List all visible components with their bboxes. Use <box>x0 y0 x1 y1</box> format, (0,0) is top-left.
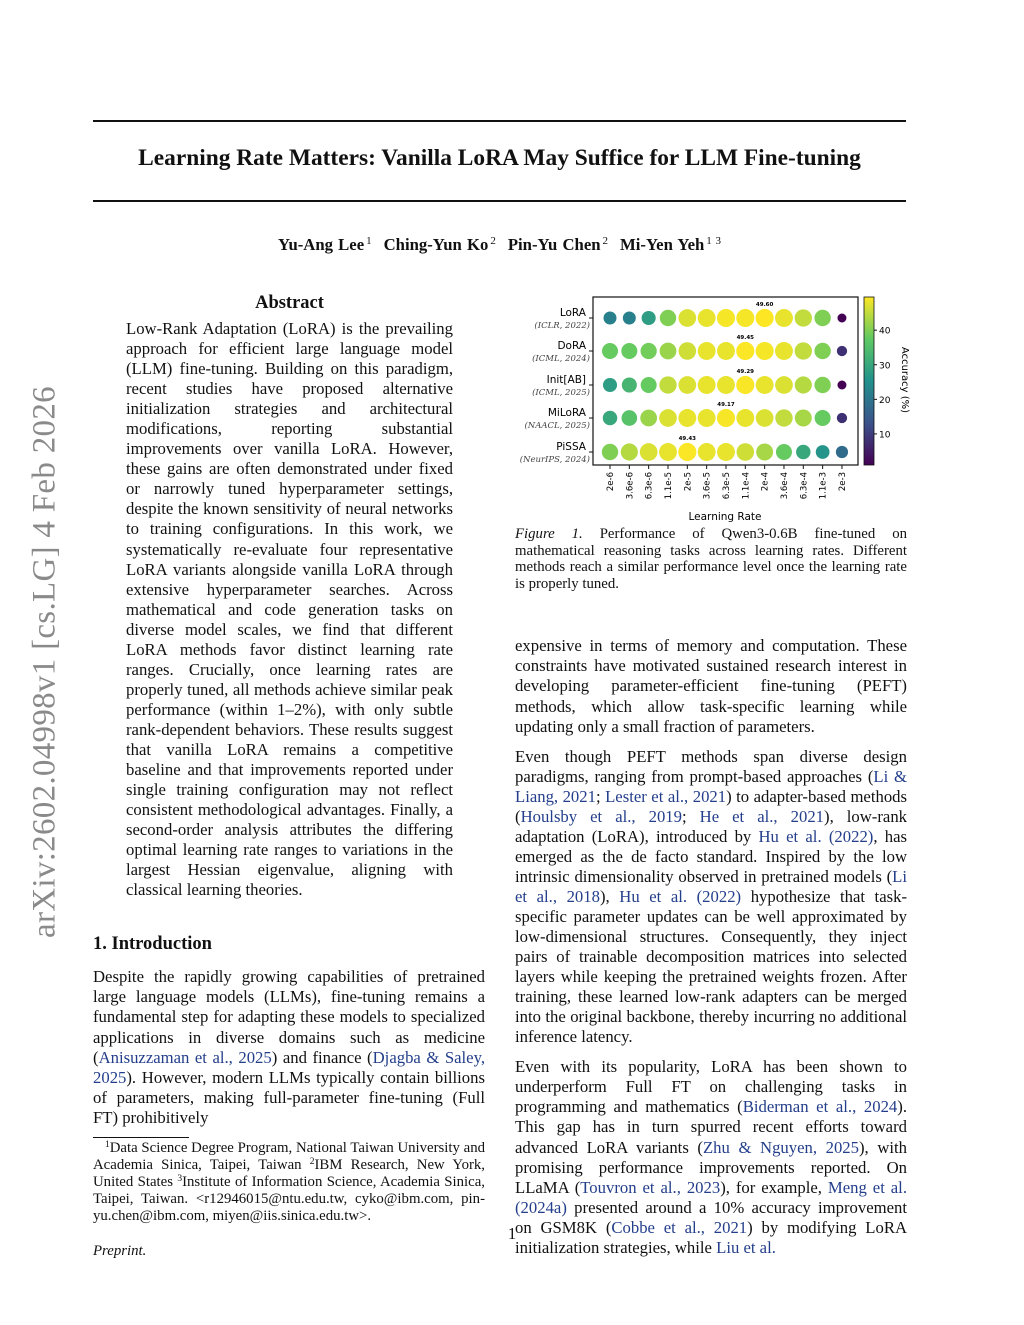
method-label: MiLoRA <box>547 407 586 419</box>
x-tick-label: 6.3e-5 <box>721 472 732 500</box>
footnote-mark: 2 <box>309 1156 315 1167</box>
text-run: ) to adapter-based methods ( <box>515 786 908 826</box>
colorbar-tick-label: 10 <box>879 430 891 441</box>
author <box>620 235 721 254</box>
venue-label: (NAACL, 2025) <box>524 421 590 431</box>
x-tick-label: 6.3e-6 <box>644 472 655 500</box>
data-point <box>775 342 793 360</box>
x-tick-label: 2e-6 <box>606 472 616 492</box>
data-point <box>678 443 696 461</box>
data-point <box>642 311 656 325</box>
data-point <box>795 342 812 359</box>
author-name: Yu-Ang Lee <box>277 235 365 254</box>
text-run: Even with its popularity, LoRA has been shown to underperform Full FT on challenging tasks in programming and mathematics ( <box>515 1057 907 1117</box>
data-point <box>756 444 773 461</box>
author-name: Ching-Yun Ko <box>383 235 489 254</box>
best-value-label: 49.17 <box>717 402 735 408</box>
author <box>508 235 608 254</box>
figure-caption <box>515 526 907 592</box>
data-point <box>623 312 636 325</box>
data-point <box>837 346 847 356</box>
text-run: ; <box>595 786 606 806</box>
data-point <box>795 410 812 427</box>
paragraph <box>126 319 453 900</box>
data-point <box>775 309 793 327</box>
best-value-label: 49.60 <box>755 302 774 308</box>
data-point <box>622 410 638 426</box>
affiliation-mark: 1 <box>366 235 372 247</box>
best-value-label: 49.29 <box>736 369 755 375</box>
text-run: , has emerged as the de facto standard. Inspired by the low intrinsic dimensionality observed in pretrained models ( <box>515 826 907 886</box>
text-run: ; <box>682 806 700 826</box>
data-point <box>775 409 792 426</box>
data-point <box>641 377 657 393</box>
method-label: LoRA <box>559 307 586 319</box>
text-run: Despite the rapidly growing capabilities of pretrained large language models (LLMs), fine-tuning remains a fundamental step for adapting these models to specialized applications in diverse domains such as medicine ( <box>93 967 485 1067</box>
citation-link[interactable]: Houlsby et al., 2019 <box>520 806 682 826</box>
venue-label: (NeurIPS, 2024) <box>519 455 590 465</box>
right-paragraph-1 <box>515 636 907 736</box>
paper-title: Learning Rate Matters: Vanilla LoRA May Suffice for LLM Fine-tuning <box>138 145 861 171</box>
x-tick-label: 2e-3 <box>837 472 848 492</box>
section-heading-introduction: 1. Introduction <box>93 934 212 955</box>
data-point <box>659 409 677 427</box>
data-point <box>641 343 657 359</box>
x-tick-label: 3.6e-5 <box>702 472 713 500</box>
left-column <box>93 291 485 1260</box>
data-point <box>837 381 846 390</box>
colorbar-tick-label: 30 <box>879 361 891 372</box>
page-number: 1 <box>507 1224 517 1243</box>
arxiv-identifier: arXiv:2602.04998v1 [cs.LG] 4 Feb 2026 <box>26 386 63 938</box>
affiliation-mark: 1 3 <box>706 235 722 247</box>
method-label: DoRA <box>557 340 586 352</box>
data-point <box>603 378 617 392</box>
text-run: ), for example, <box>720 1177 828 1197</box>
citation-link[interactable]: Zhu & Nguyen, 2025 <box>702 1137 859 1157</box>
data-point <box>698 376 716 394</box>
data-point <box>602 343 618 359</box>
text-run: hypothesize that task-specific parameter updates can be well approximated by low-dimensional structures. Consequently, they inject pairs of trainable decomposition matrices into selected layers while keeping the pretrained weights frozen. After training, these learned low-rank adapters can be merged into the original backbone, thereby incurring no additional inference latency. <box>515 886 908 1047</box>
text-run: Low-Rank Adaptation (LoRA) is the prevailing approach for efficient large language model (LLM) fine-tuning. Building on this paradigm, recent studies have proposed alternative initialization strategies and architectural modifications, reporting substantial improvements over vanilla LoRA. However, these gains are often demonstrated under fixed or narrowly tuned hyperparameter settings, despite the known sensitivity of neural networks to training configurations. In this work, we systematically re-evaluate four representative LoRA variants alongside vanilla LoRA through extensive hyperparameter searches. Across mathematical and code generation tasks on diverse model scales, we find that different LoRA methods favor distinct learning rate ranges. Crucially, once learning rates are properly tuned, all methods achieve similar peak performance (within 1–2%), with only subtle rank-dependent behaviors. These results suggest that vanilla LoRA remains a competitive baseline and that improvements reported under single training configuration may not reflect consistent methodological advantages. Finally, a second-order analysis attributes the differing optimal learning rate ranges to variations in the largest Hessian eigenvalue, aligning with classical learning theories. <box>126 319 453 900</box>
best-value-label: 49.43 <box>678 436 697 442</box>
author <box>384 235 496 254</box>
figure-label: Figure 1. <box>515 526 583 542</box>
venue-label: (ICLR, 2022) <box>534 321 590 331</box>
data-point <box>795 309 812 326</box>
data-point <box>756 309 774 327</box>
data-point <box>814 343 830 359</box>
data-point <box>660 343 677 360</box>
data-point <box>814 310 830 326</box>
citation-link[interactable]: Liu et al. <box>716 1237 776 1257</box>
author-list <box>93 235 906 255</box>
citation-link[interactable]: Anisuzzaman et al., 2025 <box>98 1047 272 1067</box>
x-tick-label: 1.1e-3 <box>818 472 829 500</box>
x-axis-label: Learning Rate <box>688 511 762 523</box>
data-point <box>815 410 831 426</box>
colorbar-label: Accuracy (%) <box>899 346 910 414</box>
data-point <box>717 342 735 360</box>
text-run: ). However, modern LLMs typically contain billions of parameters, making full-parameter fine-tuning (Full FT) prohibitively <box>93 1067 485 1127</box>
footnote-mark: 3 <box>177 1173 183 1184</box>
abstract-body <box>126 319 453 900</box>
footnote-text: Institute of Information Science, Academia Sinica, Taipei, Taiwan. <r12946015@ntu.edu.tw, cyko@ibm.com, pin-yu.chen@ibm.com, miyen@iis.sinica.edu.tw>. <box>93 1173 485 1224</box>
data-point <box>602 444 618 460</box>
citation-link[interactable]: Hu et al. (2022) <box>619 886 742 906</box>
affiliation-mark: 2 <box>490 235 496 247</box>
data-point <box>837 413 847 423</box>
citation-link[interactable]: Li et al., 2018 <box>515 866 907 906</box>
affiliation-mark: 2 <box>602 235 609 247</box>
data-point <box>640 443 658 461</box>
figure-caption-text: Performance of Qwen3-0.6B fine-tuned on mathematical reasoning tasks across learning rates. Different methods reach a similar performance level once the learning rate is properly tuned. <box>515 526 907 592</box>
citation-link[interactable]: Li & Liang, 2021 <box>515 766 908 806</box>
data-point <box>736 409 754 427</box>
data-point <box>603 411 617 425</box>
venue-label: (ICML, 2025) <box>532 388 590 398</box>
text-run: ), low-rank adaptation (LoRA), introduced by <box>515 806 908 846</box>
data-point <box>717 309 735 327</box>
citation-link[interactable]: Lester et al., 2021 <box>605 786 727 806</box>
affiliations-footnote <box>93 1140 485 1225</box>
footnote-text: IBM Research, New York, United States <box>93 1156 486 1190</box>
text-run: ). This gap has in turn spurred recent efforts toward advanced LoRA variants ( <box>515 1097 907 1157</box>
data-point <box>621 443 638 460</box>
paragraph <box>515 1057 907 1257</box>
data-point <box>836 446 848 458</box>
right-paragraph-3 <box>515 1057 907 1257</box>
top-rule <box>93 120 906 122</box>
footnote-text: Data Science Degree Program, National Taiwan University and Academia Sinica, Taipei, Taiwan <box>93 1139 485 1173</box>
data-point <box>640 410 657 427</box>
abstract-heading: Abstract <box>255 293 324 313</box>
colorbar-tick-label: 20 <box>879 395 891 406</box>
colorbar-tick-label: 40 <box>879 326 891 337</box>
author-name: Mi-Yen Yeh <box>620 235 705 254</box>
author <box>278 235 372 254</box>
figure-1-chart <box>505 290 915 526</box>
citation-link[interactable]: Touvron et al., 2023 <box>580 1177 721 1197</box>
data-point <box>698 409 716 427</box>
data-point <box>736 342 754 360</box>
x-tick-label: 3.6e-6 <box>625 472 636 500</box>
data-point <box>678 309 696 327</box>
x-tick-label: 3.6e-4 <box>779 472 790 500</box>
data-point <box>621 343 637 359</box>
title-rule <box>93 200 906 202</box>
data-point <box>837 314 846 323</box>
text-run: ), <box>599 886 620 906</box>
citation-link[interactable]: Cobbe et al., 2021 <box>611 1217 748 1237</box>
venue-label: (ICML, 2024) <box>532 354 590 364</box>
data-point <box>756 409 774 427</box>
data-point <box>659 443 677 461</box>
data-point <box>604 312 617 325</box>
author-name: Pin-Yu Chen <box>507 235 601 254</box>
best-value-label: 49.45 <box>736 335 755 341</box>
data-point <box>717 443 735 461</box>
text-run: expensive in terms of memory and computation. These constraints have motivated sustained research interest in developing parameter-efficient fine-tuning (PEFT) methods, which allow task-specific learning while updating only a small fraction of parameters. <box>515 636 907 736</box>
footnote-mark: 1 <box>105 1139 110 1150</box>
data-point <box>698 443 716 461</box>
data-point <box>776 444 792 460</box>
colorbar <box>864 297 874 465</box>
text-run: presented around a 10% accuracy improvement on GSM8K ( <box>515 1197 907 1237</box>
data-point <box>775 376 793 394</box>
data-point <box>678 376 696 394</box>
text-run: ) by modifying LoRA initialization strategies, while <box>515 1217 907 1257</box>
preprint-note: Preprint. <box>93 1242 147 1259</box>
data-point <box>698 309 716 327</box>
text-run: ), with promising performance improvements reported. On LLaMA ( <box>515 1137 907 1197</box>
footnote-rule <box>93 1137 189 1138</box>
x-tick-label: 2e-5 <box>683 472 694 492</box>
citation-link[interactable]: Djagba & Saley, 2025 <box>93 1047 485 1087</box>
x-tick-label: 6.3e-4 <box>799 472 810 500</box>
data-point <box>678 409 696 427</box>
right-column <box>505 290 915 1258</box>
data-point <box>717 409 735 427</box>
x-tick-label: 1.1e-4 <box>741 472 752 500</box>
data-point <box>659 376 676 393</box>
data-point <box>814 377 830 393</box>
data-point <box>736 309 754 327</box>
x-tick-label: 1.1e-5 <box>663 472 674 500</box>
paragraph <box>515 747 907 1048</box>
citation-link[interactable]: Meng et al. (2024a) <box>515 1177 907 1217</box>
citation-link[interactable]: Hu et al. (2022) <box>758 826 874 846</box>
data-point <box>660 310 676 326</box>
data-point <box>679 342 697 360</box>
text-run: ) and finance ( <box>271 1047 373 1067</box>
data-point <box>756 342 774 360</box>
x-tick-label: 2e-4 <box>760 472 771 492</box>
right-paragraph-2 <box>515 747 907 1048</box>
data-point <box>698 342 716 360</box>
citation-link[interactable]: He et al., 2021 <box>699 806 825 826</box>
paragraph <box>93 967 485 1127</box>
data-point <box>795 376 812 393</box>
citation-link[interactable]: Biderman et al., 2024 <box>742 1097 898 1117</box>
data-point <box>717 376 735 394</box>
data-point <box>737 443 755 461</box>
method-label: PiSSA <box>556 441 586 453</box>
paragraph <box>515 636 907 736</box>
data-point <box>816 445 830 459</box>
introduction-body <box>93 967 485 1127</box>
text-run: Even though PEFT methods span diverse design paradigms, ranging from prompt-based approaches ( <box>515 746 907 786</box>
data-point <box>736 376 754 394</box>
data-point <box>622 377 637 392</box>
data-point <box>796 445 810 459</box>
data-point <box>756 376 774 394</box>
method-label: Init[AB] <box>546 374 586 386</box>
